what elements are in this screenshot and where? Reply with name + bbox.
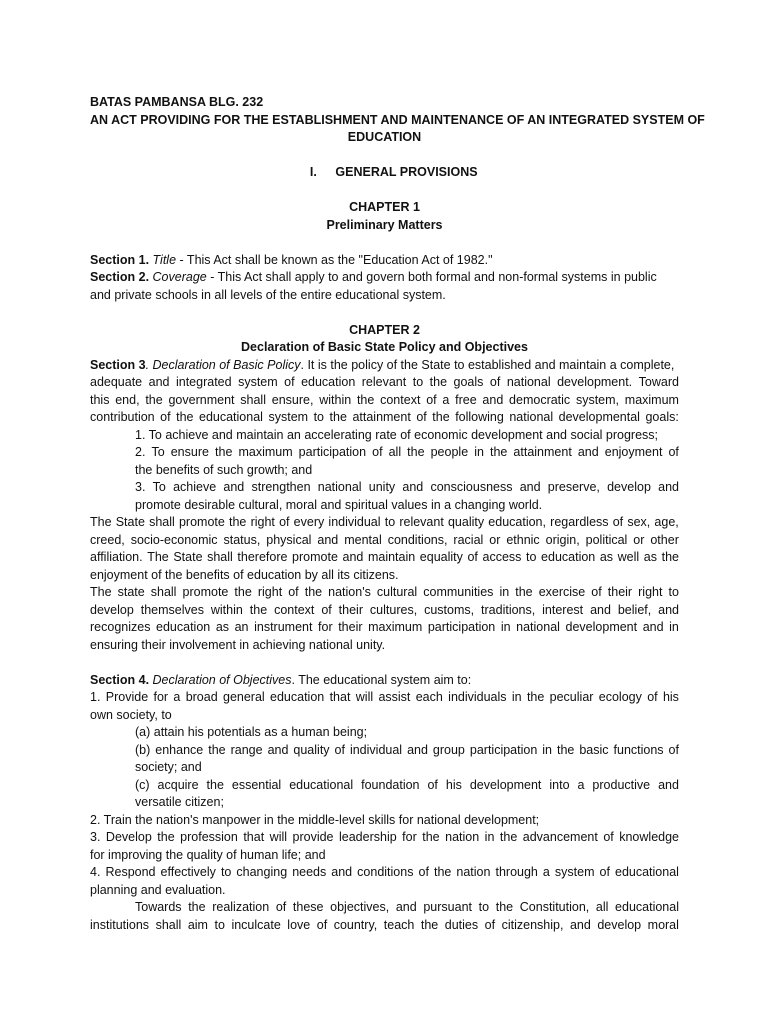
chapter-1-label: CHAPTER 1 — [349, 200, 420, 214]
document-title-line-2: EDUCATION — [347, 130, 422, 144]
section-2-text: - This Act shall apply to and govern both formal and non-formal systems in public — [206, 270, 657, 284]
objective-subitem-line: (c) acquire the essential educational foundation of his development into a productive and — [135, 777, 679, 792]
section-4-intro: . The educational system aim to: — [291, 672, 472, 687]
closing-paragraph-line: institutions shall aim to inculcate love of country, teach the duties of citizenship, and develop moral — [90, 917, 679, 932]
part-title: GENERAL PROVISIONS — [335, 165, 478, 179]
section-2-heading: Coverage — [152, 270, 207, 284]
part-number: I. — [309, 165, 317, 179]
closing-paragraph-line: Towards the realization of these objectives, and pursuant to the Constitution, all educational — [135, 900, 679, 914]
policy-goal-line: 1. To achieve and maintain an accelerating rate of economic development and social progress; — [135, 427, 658, 442]
section-4-heading: Declaration of Objectives — [152, 672, 292, 687]
objective-subitem-line: (a) attain his potentials as a human being; — [135, 725, 368, 739]
objective-line: 1. Provide for a broad general education that will assist each individuals in the peculiar ecology of his — [90, 690, 679, 704]
policy-goal-line: 2. To ensure the maximum participation of all the people in the attainment and enjoyment of — [135, 445, 679, 459]
section-2-text-line: and private schools in all levels of the entire educational system. — [90, 287, 446, 302]
section-3-label: Section 3 — [90, 357, 146, 372]
section-3-body-line: contribution of the educational system to the attainment of the following national developmental goals: — [90, 410, 679, 424]
document-title-line-1: AN ACT PROVIDING FOR THE ESTABLISHMENT AND MAINTENANCE OF AN INTEGRATED SYSTEM OF — [90, 112, 705, 127]
objective-line: planning and evaluation. — [90, 882, 226, 897]
objective-subitem-line: society; and — [135, 760, 202, 774]
policy-goal-line: promote desirable cultural, moral and spiritual values in a changing world. — [135, 497, 543, 512]
section-3-first-line — [90, 357, 679, 375]
section-3-paragraph-line: recognizes education as an instrument for their maximum participation in national development and in — [90, 620, 679, 634]
objective-subitem-line: versatile citizen; — [135, 795, 224, 809]
objective-line: 2. Train the nation's manpower in the middle-level skills for national development; — [90, 812, 540, 827]
section-3-paragraph-line: The state shall promote the right of the nation's cultural communities in the exercise of their right to — [90, 585, 679, 599]
section-1-text: - This Act shall be known as the "Education Act of 1982." — [176, 252, 493, 267]
section-3-paragraph-line: affiliation. The State shall therefore promote and maintain equality of access to education as well as the — [90, 550, 679, 564]
section-3-paragraph-line: ensuring their involvement in achieving national unity. — [90, 637, 386, 652]
section-3-body-line: this end, the government shall ensure, within the context of a free and democratic system, maximum — [90, 392, 679, 407]
section-3-heading: . Declaration of Basic Policy — [145, 357, 301, 372]
objective-line: for improving the quality of human life; and — [90, 847, 326, 862]
section-1-heading: Title — [152, 252, 177, 267]
section-4-first-line — [90, 672, 679, 690]
chapter-2-title: Declaration of Basic State Policy and Objectives — [241, 340, 528, 354]
section-1-label: Section 1. — [90, 252, 150, 267]
section-2 — [90, 269, 679, 287]
section-4-label: Section 4. — [90, 672, 150, 687]
section-1 — [90, 252, 679, 270]
objective-line: 3. Develop the profession that will provide leadership for the nation in the advancement of knowledge — [90, 830, 679, 844]
section-3-text: . It is the policy of the State to established and maintain a complete, — [300, 357, 675, 372]
section-3-body-line: adequate and integrated system of education relevant to the goals of national development. Toward — [90, 375, 679, 389]
objective-line: 4. Respond effectively to changing needs and conditions of the nation through a system of educational — [90, 865, 679, 879]
section-3-paragraph-line: enjoyment of the benefits of education by all its citizens. — [90, 567, 399, 582]
part-heading — [90, 164, 679, 182]
document-page — [90, 94, 705, 934]
policy-goal-line: the benefits of such growth; and — [135, 462, 313, 477]
policy-goal-line: 3. To achieve and strengthen national unity and consciousness and preserve, develop and — [135, 480, 679, 494]
objective-subitem-line: (b) enhance the range and quality of individual and group participation in the basic functions of — [135, 742, 679, 757]
chapter-2-label: CHAPTER 2 — [349, 322, 420, 337]
section-3-paragraph-line: The State shall promote the right of every individual to relevant quality education, regardless of sex, age, — [90, 515, 679, 529]
chapter-1-title: Preliminary Matters — [326, 217, 443, 232]
section-3-paragraph-line: creed, socio-economic status, physical and mental conditions, racial or ethnic origin, political or other — [90, 532, 679, 547]
section-3-paragraph-line: develop themselves within the context of their cultures, customs, traditions, interest and belief, and — [90, 602, 679, 617]
objective-line: own society, to — [90, 707, 172, 722]
section-2-label: Section 2. — [90, 270, 150, 284]
document-label: BATAS PAMBANSA BLG. 232 — [90, 95, 264, 109]
